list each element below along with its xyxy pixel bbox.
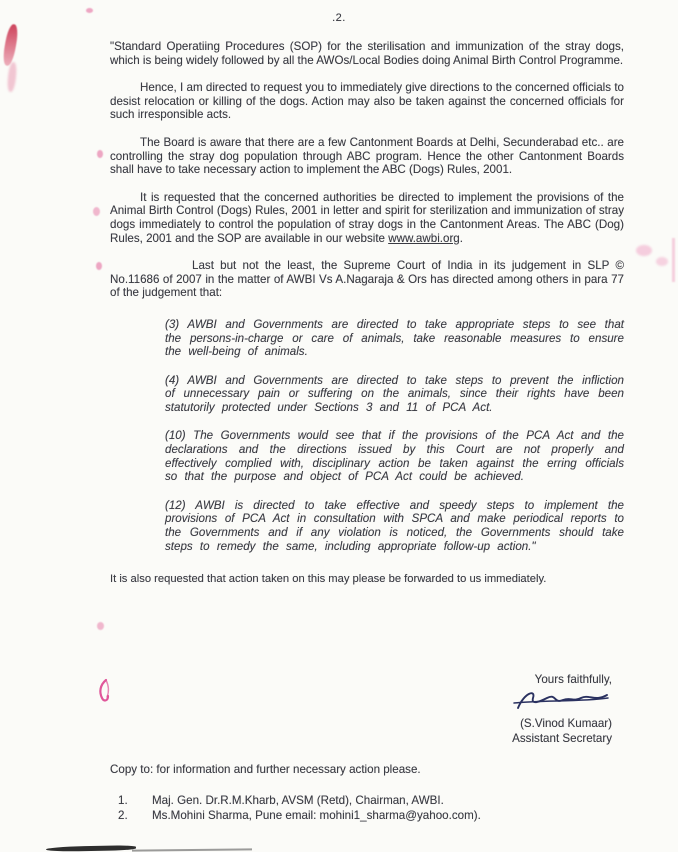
paragraph-cantonment-boards: The Board is aware that there are a few Cantonment Boards at Delhi, Secunderabad etc.. are controlling the stray dog population through ABC program. Hence the other Cantonment Boards shall have to take necessary action to implement the ABC (Dogs) Rules, 2001. [110, 135, 624, 177]
paragraph-abc-rules-text: It is requested that the concerned authorities be directed to implement the provisions of the Animal Birth Control (Dogs) Rules, 2001 in letter and spirit for sterilization and immunization of stray dogs immediately to control the population of stray dogs in the Cantonment Areas. The ABC (Dog) Rules, 2001 and the SOP are available in our website [110, 190, 624, 245]
scan-mark-pink-dot [97, 622, 104, 630]
scan-mark-pink-smudge [636, 245, 652, 256]
paragraph-sop: "Standard Operatiing Procedures (SOP) for the sterilisation and immunization of the stray dogs, which is being widely followed by all the AWOs/Local Bodies doing Animal Birth Control Programme. [110, 40, 624, 67]
judgement-quote-3: (3) AWBI and Governments are directed to take appropriate steps to see that the persons-in-charge or care of animals, take reasonable measures to ensure the well-being of animals. [165, 317, 624, 359]
signature-block [512, 672, 612, 746]
judgement-quote-12: (12) AWBI is directed to take effective and speedy steps to implement the provisions of PCA Act in consultation with SPCA and make periodical reports to the Governments and if any violation is noticed, the Governments should take steps to remedy the same, including appropriate follow-up action." [165, 498, 624, 553]
scan-mark-pink-smudge [656, 257, 668, 266]
copy-to-item [110, 793, 590, 808]
closing-request: It is also requested that action taken on this may please be forwarded to us immediately. [110, 573, 547, 586]
page-number: .2. [332, 12, 346, 24]
scan-mark-pink-dot [93, 207, 100, 216]
scan-mark-red-streak [1, 23, 19, 66]
copy-to-section [110, 762, 590, 823]
copy-item-text: Maj. Gen. Dr.R.M.Kharb, AVSM (Retd), Chairman, AWBI. [152, 794, 444, 807]
copy-item-number: 1. [118, 794, 128, 807]
scan-mark-red-streak-faint [6, 62, 17, 93]
copy-to-list [110, 793, 590, 823]
signatory-name: (S.Vinod Kumaar) [520, 717, 612, 730]
judgement-quote-10: (10) The Governments would see that if the provisions of the PCA Act and the declarations and the directions issued by this Court are not properly and effectively complied with, disciplinary action be taken against the erring officials so that the purpose and object of PCA Act could be achieved. [165, 429, 624, 484]
paragraph-supreme-court: Last but not the least, the Supreme Court of India in its judgement in SLP © No.11686 of 2007 in the matter of AWBI Vs A.Nagaraja & Ors has directed among others in para 77 of the judgement that: [110, 259, 624, 300]
copy-to-item [110, 808, 590, 823]
paragraph-abc-rules-period: . [459, 231, 463, 245]
handwritten-signature [512, 688, 610, 714]
copy-item-text: Ms.Mohini Sharma, Pune email: mohini1_sharma@yahoo.com). [152, 809, 481, 822]
copy-item-number: 2. [118, 809, 128, 822]
copy-to-heading: Copy to: for information and further necessary action please. [110, 763, 421, 776]
scan-mark-pink-dot [97, 150, 103, 158]
website-link: www.awbi.org [388, 231, 460, 245]
paragraph-abc-rules [110, 191, 624, 245]
pink-pen-squiggle [96, 678, 112, 704]
paragraph-directions: Hence, I am directed to request you to immediately give directions to the concerned officials to desist relocation or killing of the dogs. Action may also be taken against the concerned officials for such irresponsible acts. [110, 81, 624, 122]
valediction: Yours faithfully, [534, 673, 612, 686]
judgement-quote-4: (4) AWBI and Governments are directed to take steps to prevent the infliction of unnecessary pain or suffering on the animals, since their rights have been statutorily protected under Sections 3 and 11 of PCA Act. [165, 373, 624, 414]
scan-edge-shadow [46, 845, 136, 852]
signatory-title: Assistant Secretary [512, 732, 612, 745]
scan-edge-shadow-thin [132, 848, 252, 851]
scan-mark-pink-dot [96, 262, 102, 270]
letter-body [110, 40, 624, 587]
scan-mark-pink-edge [672, 238, 675, 282]
